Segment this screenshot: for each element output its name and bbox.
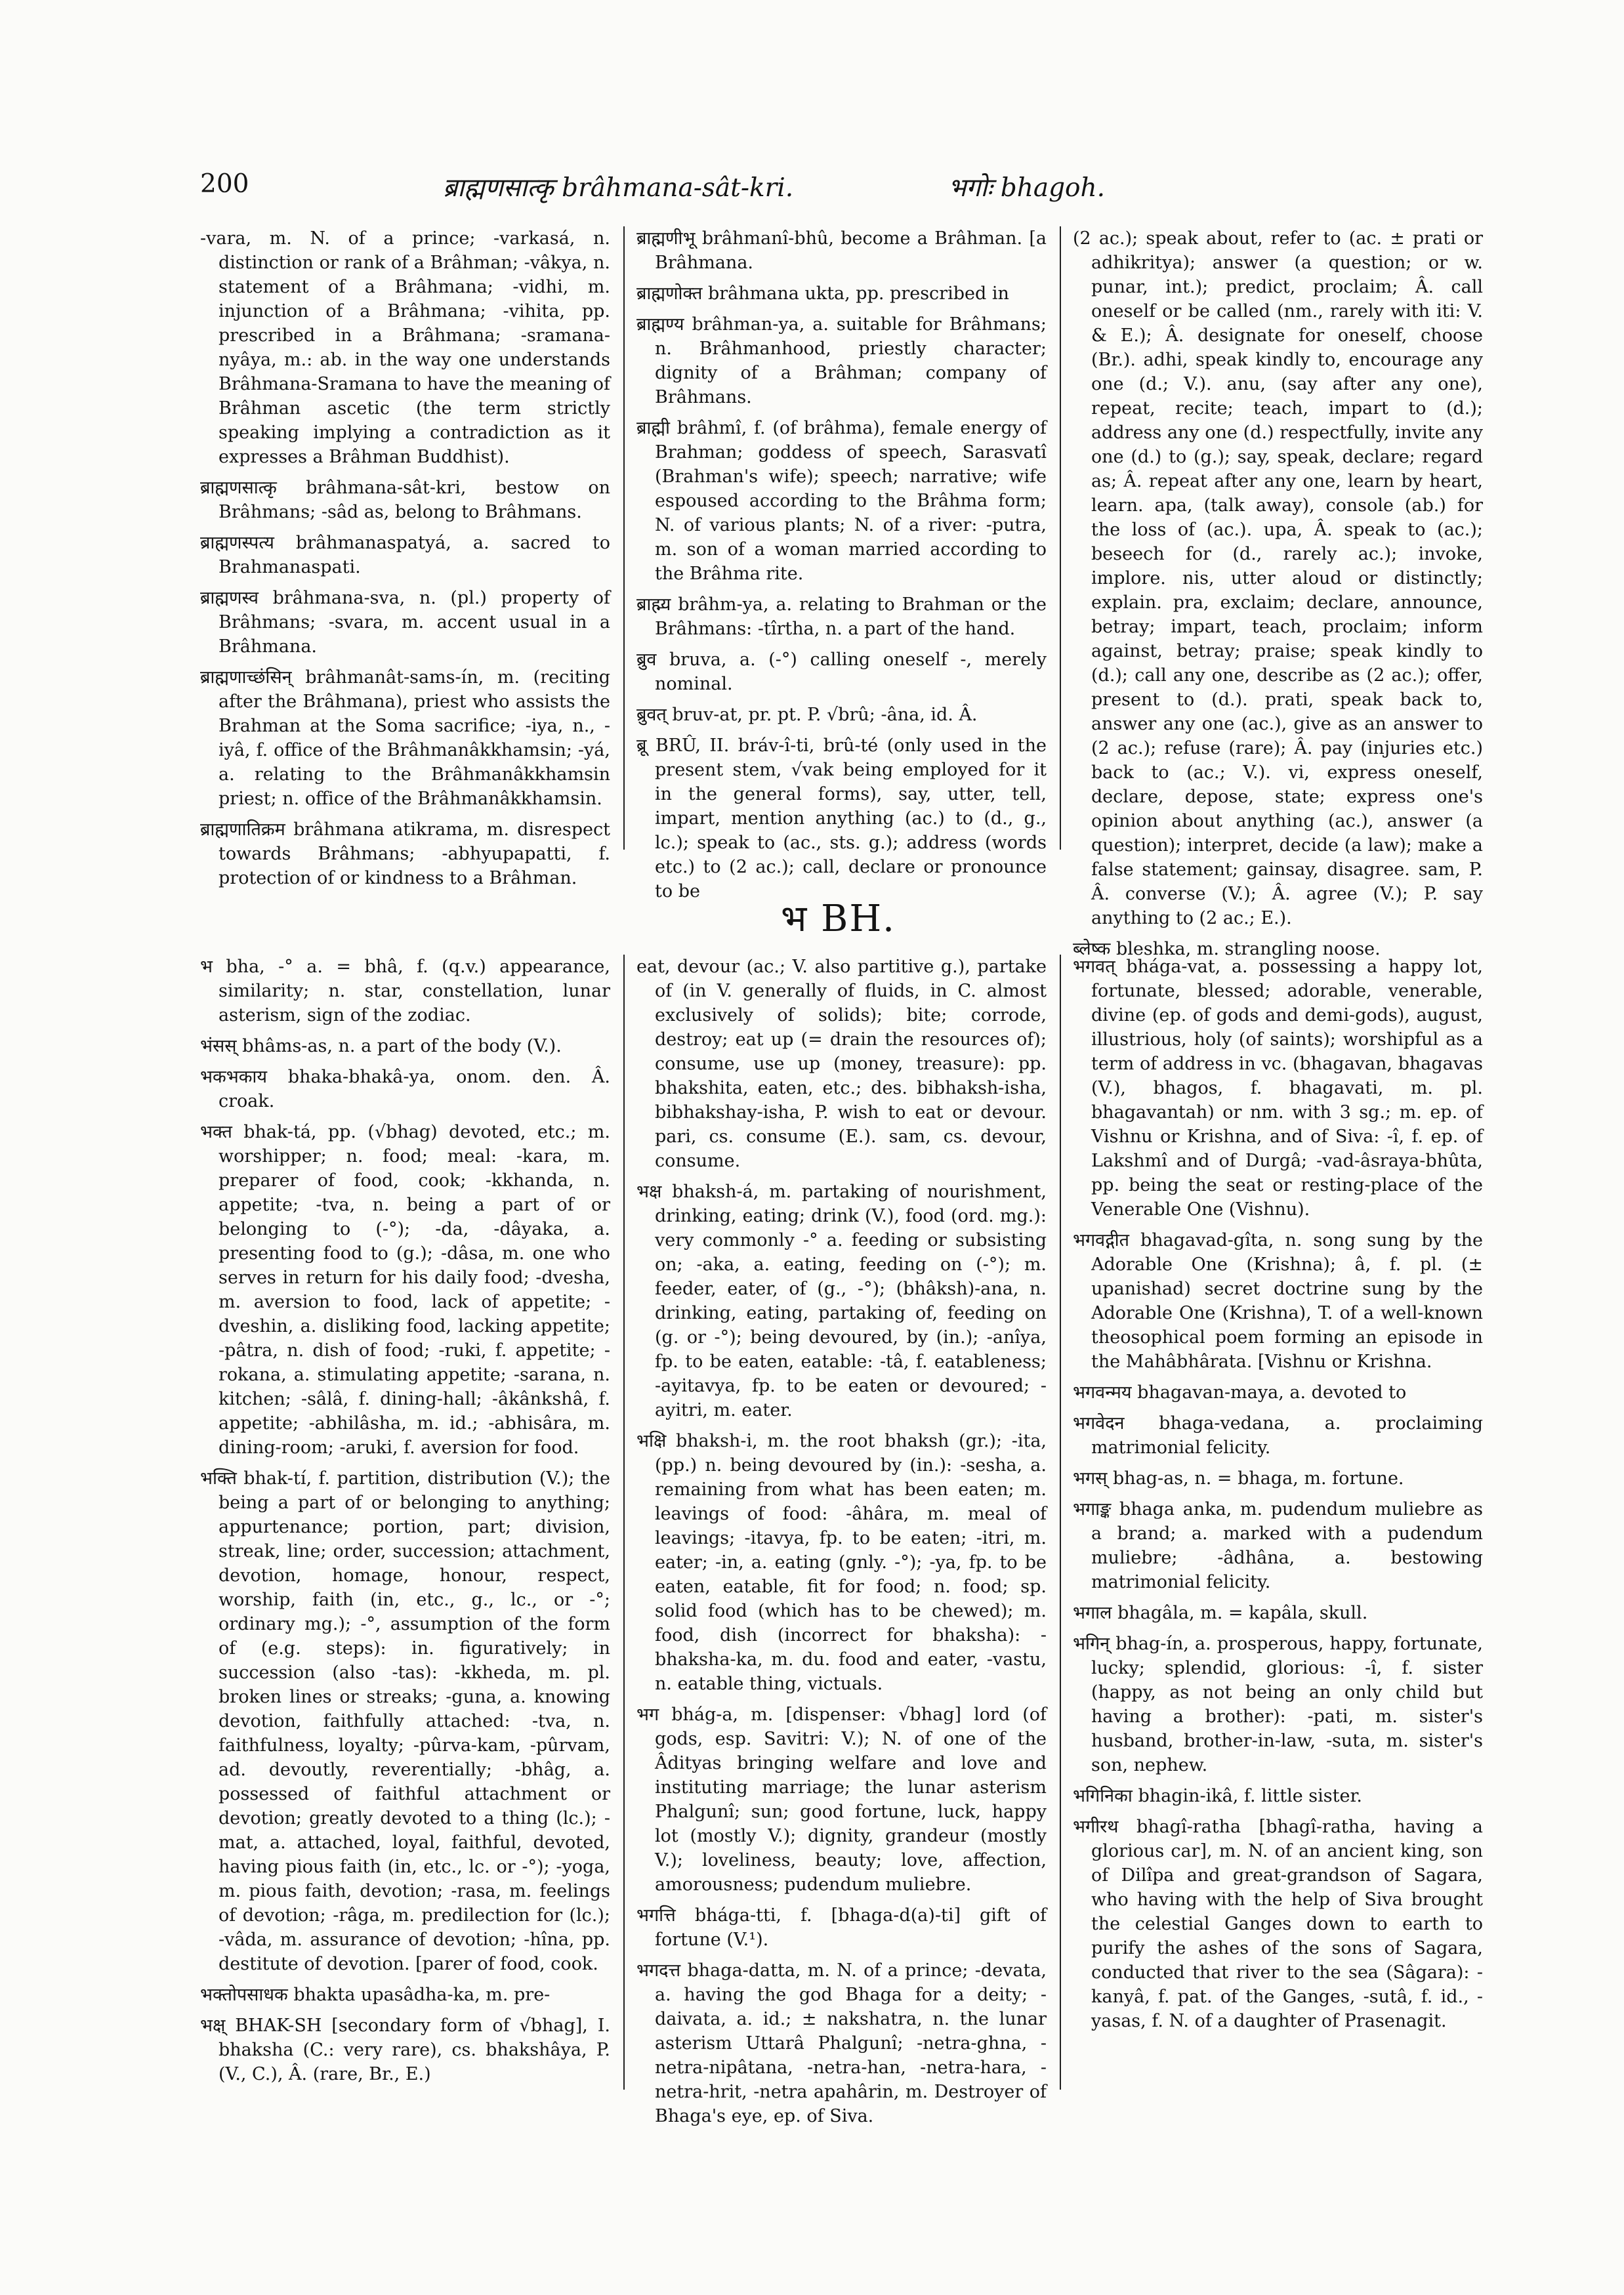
section-heading: भ BH.	[781, 898, 896, 940]
page-number: 200	[200, 169, 249, 199]
entry: भगाङ्क bhaga anka, m. pudendum muliebre as a brand; a. marked with a pudendum muliebre; -âdhâna, a. bestowing matrimonial felicity.	[1073, 1499, 1483, 1592]
entry: ब्राह्मी brâhmî, f. (of brâhma), female energy of Brahman; goddess of speech, Sarasvatî (Brahman's wife); speech; narrative; wife espoused according to the Brâhma form; N. of various plants; N. of a river: -putra, m. son of a woman married according to the Brâhma rite.	[636, 418, 1047, 584]
entry: भक्षि bhaksh-i, m. the root bhaksh (gr.); -ita, (pp.) n. being devoured by (in.): -sesha, a. remaining from what has been eaten; m. leavings of food: -âhâra, m. meal of leavings; -itavya, fp. to be eaten; -itri, m. eater; -in, a. eating (gnly. -°); -ya, fp. to be eaten, eatable, fit for food; n. food; sp. solid food (which has to be chewed); m. food, dish (incorrect for bhaksha): -bhaksha-ka, m. du. food and eater, -vastu, n. eatable thing, victuals.	[636, 1431, 1047, 1694]
column-rule	[623, 955, 625, 2090]
entry: -vara, m. N. of a prince; -varkasá, n. distinction or rank of a Brâhman; -vâkya, n. statement of a Brâhmana; -vidhi, m. injunction of a Brâhmana; -vihita, pp. prescribed in a Brâhmana; -sramana-nyâya, m.: ab. in the way one understands Brâhmana-Sramana to have the meaning of Brâhman ascetic (the term strictly speaking implying a contradiction as it expresses a Brâhman Buddhist).	[200, 228, 610, 467]
entry: भगवेदन bhaga-vedana, a. proclaiming matrimonial felicity.	[1073, 1413, 1483, 1458]
entry: भक्ष bhaksh-á, m. partaking of nourishment, drinking, eating; drink (V.), food (ord. mg.): very commonly -° a. feeding or subsisting on; -aka, a. eating, feeding on (-°); m. feeder, eater, of (g., -°); (bhâksh)-ana, n. drinking, eating, partaking of, feeding on (g. or -°); being devoured, by (in.); -anîya, fp. to be eaten, eatable: -tâ, f. eatableness; -ayitavya, fp. to be eaten or devoured; -ayitri, m. eater.	[636, 1182, 1047, 1420]
entry: भगीरथ bhagî-ratha [bhagî-ratha, having a glorious car], m. N. of an ancient king, son of Dilîpa and great-grandson of Sagara, who having with the help of Siva brought the celestial Ganges down to earth to purify the ashes of the sons of Sagara, conducted that river to the sea (Sâgara): -kanyâ, f. pat. of the Ganges, -sutâ, f. id., -yasas, f. N. of a daughter of Prasenagit.	[1073, 1817, 1483, 2031]
entry: भंसस् bhâms-as, n. a part of the body (V.).	[200, 1036, 562, 1056]
entry: ब्राह्मणस्पत्य brâhmanaspatyá, a. sacred to Brahmanaspati.	[200, 533, 610, 577]
entry: भक्तोपसाधक bhakta upasâdha-ka, m. pre-	[200, 1985, 551, 2005]
bottom-column-2	[636, 955, 1047, 2135]
entry: ब्राह्म्य brâhm-ya, a. relating to Brahman or the Brâhmans: -tîrtha, n. a part of the hand.	[636, 594, 1047, 639]
entry: ब्रू BRÛ, II. bráv-î-ti, brû-té (only used in the present stem, √vak being employed for it in the general forms), say, utter, tell, impart, mention anything (ac.) to (d., g., lc.); speak to (ac., sts. g.); address (words etc.) to (2 ac.); call, declare or pronounce to be	[636, 735, 1047, 901]
entry: (2 ac.); speak about, refer to (ac. ± prati or adhikritya); answer (a question; or w. punar, int.); predict, proclaim; Â. call oneself or be called (nm., rarely with iti: V. & E.); Â. designate for oneself, choose (Br.). adhi, speak kindly to, encourage any one (d.; V.). anu, (say after any one), repeat, recite; teach, impart to (d.); address any one (d.) respectfully, invite any one (d.) to (g.); say, speak, declare; regard as; Â. repeat after any one, learn by heart, learn. apa, (talk away), console (ab.) for the loss of (ac.). upa, Â. speak to (ac.); beseech for (d., rarely ac.); invoke, implore. nis, utter aloud or distinctly; explain. pra, exclaim; declare, announce, betray; impart, teach, proclaim; inform against, betray; praise; speak kindly to (d.); call any one, describe as (2 ac.); offer, present to (d.). prati, speak back to, answer any one (ac.), give as an answer to (2 ac.); refuse (rare); Â. pay (injuries etc.) back to (ac.; V.). vi, express oneself, declare, depose, state; express one's opinion about anything (ac.), answer (a question); interpret, decide (a law); make a false statement; gainsay, disagree. sam, P. Â. converse (V.); Â. agree (V.); P. say anything to (2 ac.; E.).	[1073, 228, 1483, 928]
entry: ब्राह्मणसात्कृ brâhmana-sât-kri, bestow on Brâhmans; -sâd as, belong to Brâhmans.	[200, 478, 610, 522]
entry: ब्राह्मणीभू brâhmanî-bhû, become a Brâhman. [a Brâhmana.	[636, 228, 1047, 273]
entry: भगत्ति bhága-tti, f. [bhaga-d(a)-ti] gift of fortune (V.¹).	[636, 1905, 1047, 1950]
entry: ब्राह्मणस्व brâhmana-sva, n. (pl.) property of Brâhmans; -svara, m. accent usual in a Brâhmana.	[200, 588, 610, 657]
column-rule	[623, 226, 625, 850]
entry: भगवद्गीत bhagavad-gîta, n. song sung by the Adorable One (Krishna); â, f. pl. (± upanishad) secret doctrine sung by the Adorable One (Krishna), T. of a well-known theosophical poem forming an episode in the Mahâbhârata. [Vishnu or Krishna.	[1073, 1230, 1483, 1372]
bottom-column-3	[1073, 955, 1483, 2040]
right-running-head: भगोः bhagoh.	[948, 173, 1106, 203]
entry: भगवन्मय bhagavan-maya, a. devoted to	[1073, 1382, 1407, 1403]
top-column-3	[1073, 226, 1483, 968]
entry: भग bhág-a, m. [dispenser: √bhag] lord (of gods, esp. Savitri: V.); N. of one of the Âdityas bringing welfare and love and instituting marriage; the lunar asterism Phalgunî; sun; good fortune, luck, happy lot (mostly V.); dignity, grandeur (mostly V.); loveliness, beauty; love, affection, amorousness; pudendum muliebre.	[636, 1705, 1047, 1895]
left-running-head: ब्राह्मणसात्कृ brâhmana-sât-kri.	[443, 173, 794, 203]
bottom-column-1	[200, 955, 610, 2093]
entry: भ bha, -° a. = bhâ, f. (q.v.) appearance, similarity; n. star, constellation, lunar asterism, sign of the zodiac.	[200, 957, 610, 1025]
entry: भक्त bhak-tá, pp. (√bhag) devoted, etc.; m. worshipper; n. food; meal: -kara, m. preparer of food, cook; -kkhanda, n. appetite; -tva, n. being a part of or belonging to (-°); -da, -dâyaka, a. presenting food to (g.); -dâsa, m. one who serves in return for his daily food; -dvesha, m. aversion to food, lack of appetite; -dveshin, a. disliking food, lacking appetite; -pâtra, n. dish of food; -ruki, f. appetite; -rokana, a. stimulating appetite; -sarana, n. kitchen; -sâlâ, f. dining-hall; -âkânkshâ, f. appetite; -abhilâsha, m. id.; -abhisâra, m. dining-room; -aruki, f. aversion for food.	[200, 1122, 610, 1458]
entry: ब्रुवत् bruv-at, pr. pt. P. √brû; -âna, id. Â.	[636, 705, 978, 725]
entry: भगिन् bhag-ín, a. prosperous, happy, fortunate, lucky; splendid, glorious: -î, f. sister (happy, as not being an only child but having a brother): -pati, m. sister's husband, brother-in-law, -suta, m. sister's son, nephew.	[1073, 1634, 1483, 1775]
entry: भगवत् bhága-vat, a. possessing a happy lot, fortunate, blessed; adorable, venerable, divine (ep. of gods and demi-gods), august, illustrious, holy (of saints); worshipful as a term of address in vc. (bhagavan, bhagavas (V.), bhagos, f. bhagavati, m. pl. bhagavantah) or nm. with 3 sg.; m. ep. of Vishnu or Krishna, and of Siva: -î, f. ep. of Lakshmî and of Durgâ; -vad-âsraya-bhûta, pp. being the seat or resting-place of the Venerable One (Vishnu).	[1073, 957, 1483, 1220]
column-rule	[1060, 226, 1061, 850]
entry: भगिनिका bhagin-ikâ, f. little sister.	[1073, 1786, 1362, 1806]
page-header	[200, 169, 1165, 209]
entry: ब्राह्मण्य brâhman-ya, a. suitable for Brâhmans; n. Brâhmanhood, priestly character; dignity of a Brâhman; company of Brâhmans.	[636, 314, 1047, 407]
entry: ब्रुव bruva, a. (-°) calling oneself -, merely nominal.	[636, 650, 1047, 694]
top-column-1	[200, 226, 610, 897]
entry: भकभकाय bhaka-bhakâ-ya, onom. den. Â. croak.	[200, 1067, 610, 1111]
entry: ब्लेष्क bleshka, m. strangling noose.	[1073, 939, 1381, 959]
entry: ब्राह्मणाच्छंसिन् brâhmanât-sams-ín, m. (reciting after the Brâhmana), priest who assists the Brahman at the Soma sacrifice; -iya, n., -iyâ, f. office of the Brâhmanâkkhamsin; -yá, a. relating to the Brâhmanâkkhamsin priest; n. office of the Brâhmanâkkhamsin.	[200, 667, 610, 809]
top-column-2	[636, 226, 1047, 910]
column-rule	[1060, 955, 1061, 2090]
entry: भगस् bhag-as, n. = bhaga, m. fortune.	[1073, 1468, 1404, 1489]
entry: eat, devour (ac.; V. also partitive g.), partake of (in V. generally of fluids, in C. almost exclusively of solids); bite; corrode, destroy; eat up (= drain the resources of); consume, use up (money, treasure): pp. bhakshita, eaten, etc.; des. bibhaksh-isha, bibhakshay-isha, P. wish to eat or devour. pari, cs. consume (E.). sam, cs. devour, consume.	[636, 957, 1047, 1171]
entry: ब्राह्मणोक्त brâhmana ukta, pp. prescribed in	[636, 283, 1009, 304]
entry: ब्राह्मणातिक्रम brâhmana atikrama, m. disrespect towards Brâhmans; -abhyupapatti, f. protection of or kindness to a Brâhman.	[200, 819, 610, 888]
entry: भक्ष् BHAK-SH [secondary form of √bhag], I. bhaksha (C.: very rare), cs. bhakshâya, P. (V., C.), Â. (rare, Br., E.)	[200, 2016, 610, 2084]
entry: भगाल bhagâla, m. = kapâla, skull.	[1073, 1603, 1368, 1623]
entry: भक्ति bhak-tí, f. partition, distribution (V.); the being a part of or belonging to anything; appurtenance; portion, part; division, streak, line; order, succession; attachment, devotion, homage, honour, respect, worship, faith (in, etc., g., lc., or -°; ordinary mg.); -°, assumption of the form of (e.g. steps): in. figuratively; in succession (also -tas): -kkheda, m. pl. broken lines or streaks; -guna, a. knowing devotion, faithfully attached: -tva, n. faithfulness, loyalty; -pûrva-kam, -pûrvam, ad. devoutly, reverentially; -bhâg, a. possessed of faithful attachment or devotion; greatly devoted to a thing (lc.); -mat, a. attached, loyal, faithful, devoted, having pious faith (in, etc., lc. or -°); -yoga, m. pious faith, devotion; -rasa, m. feelings of devotion; -râga, m. predilection for (lc.); -vâda, m. assurance of devotion; -hîna, pp. destitute of devotion. [parer of food, cook.	[200, 1468, 610, 1974]
entry: भगदत्त bhaga-datta, m. N. of a prince; -devata, a. having the god Bhaga for a deity; -daivata, a. id.; ± nakshatra, n. the lunar asterism Uttarâ Phalgunî; -netra-ghna, -netra-nipâtana, -netra-han, -netra-hara, -netra-hrit, -netra apahârin, m. Destroyer of Bhaga's eye, ep. of Siva.	[636, 1960, 1047, 2126]
